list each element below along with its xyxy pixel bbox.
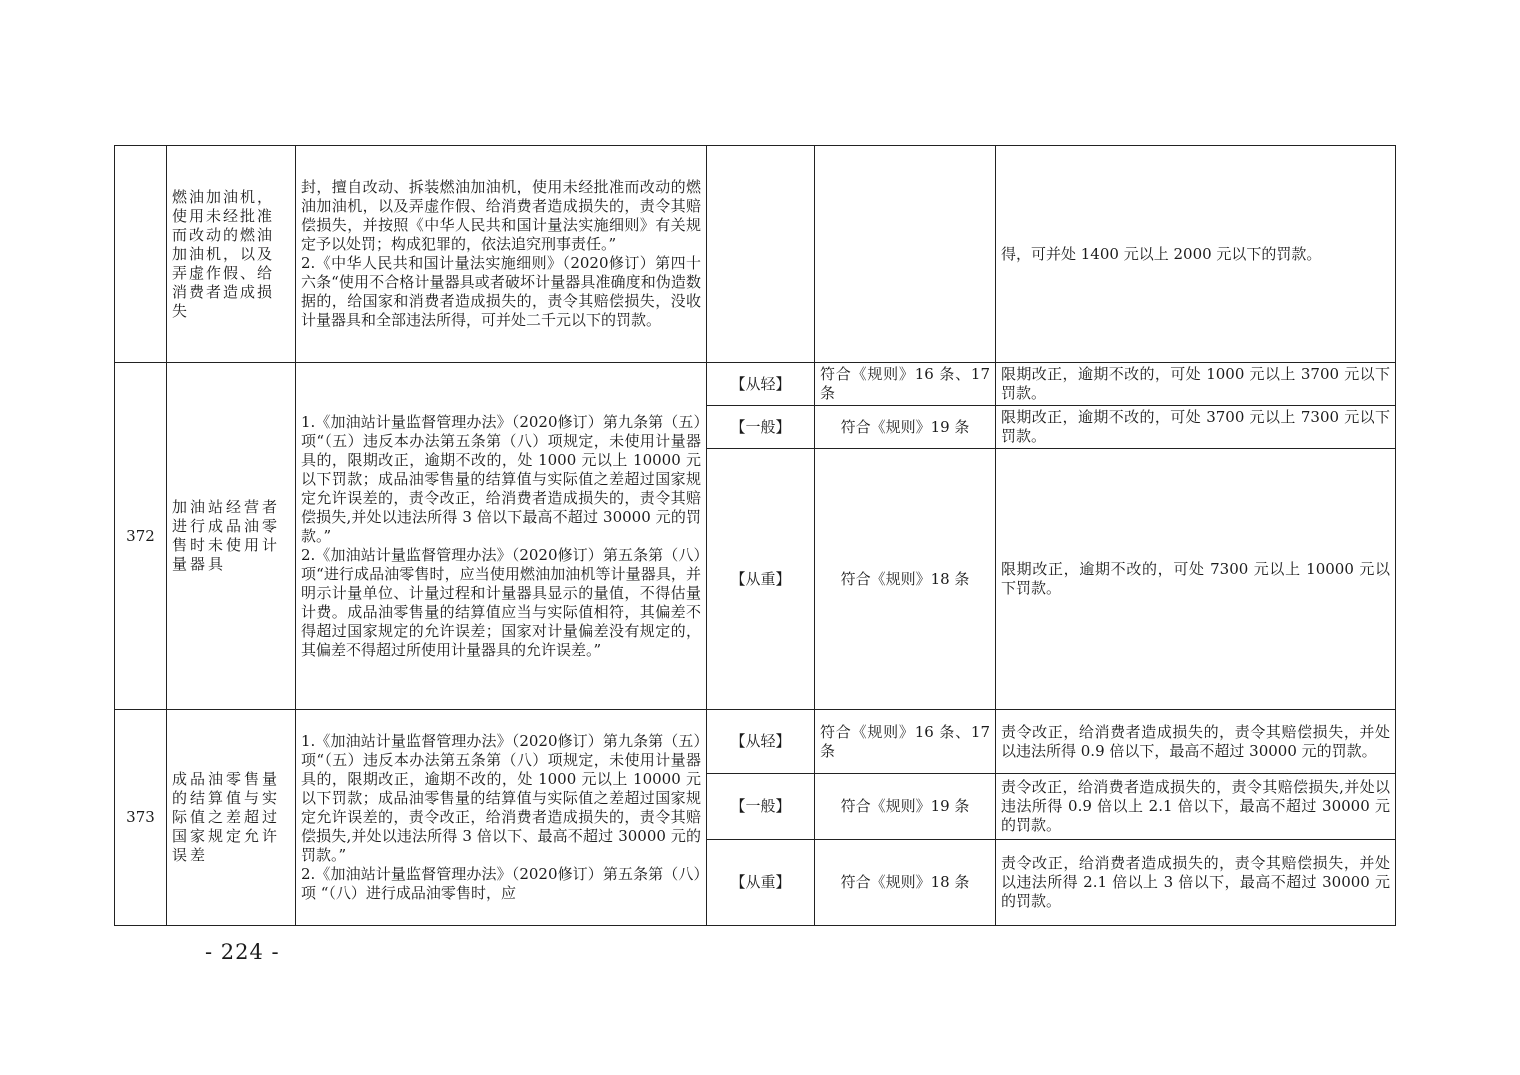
legal-basis-text: 封，擅自改动、拆装燃油加油机，使用未经批准而改动的燃油加油机，以及弄虚作假、给消费者造成损失的，责令其赔偿损失，并按照《中华人民共和国计量法实施细则》有关规定予以处罚；构成犯罪的，依法追究刑事责任。” 2.《中华人民共和国计量法实施细则》（2020修订）第四十六条“使用不合格计量器具或者破坏计量器具准确度和伪造数据的，给国家和消费者造成损失的，责令其赔偿损失，没收计量器具和全部违法所得，可并处二千元以下的罚款。 xyxy=(301,178,701,329)
discretion-level: 【从重】 xyxy=(707,449,815,710)
discretion-level: 【一般】 xyxy=(707,774,815,840)
applicable-rule: 符合《规则》18 条 xyxy=(815,840,996,926)
table-row xyxy=(115,710,1396,774)
legal-basis xyxy=(296,363,707,710)
penalty-standard: 限期改正，逾期不改的，可处 7300 元以上 10000 元以下罚款。 xyxy=(996,449,1396,710)
penalty-standard: 限期改正，逾期不改的，可处 3700 元以上 7300 元以下罚款。 xyxy=(996,406,1396,449)
penalty-standard: 责令改正，给消费者造成损失的，责令其赔偿损失，并处以违法所得 2.1 倍以上 3 倍以下，最高不超过 30000 元的罚款。 xyxy=(996,840,1396,926)
row-number xyxy=(115,146,167,363)
table-row xyxy=(115,146,1396,363)
discretion-level: 【从轻】 xyxy=(707,710,815,774)
applicable-rule: 符合《规则》16 条、17 条 xyxy=(815,710,996,774)
legal-basis xyxy=(296,146,707,363)
violation-item: 加油站经营者进行成品油零售时未使用计量器具 xyxy=(167,363,296,710)
applicable-rule: 符合《规则》16 条、17 条 xyxy=(815,363,996,406)
penalty-standard: 得，可并处 1400 元以上 2000 元以下的罚款。 xyxy=(996,146,1396,363)
penalty-standard: 责令改正，给消费者造成损失的，责令其赔偿损失,并处以违法所得 0.9 倍以上 2.1 倍以下，最高不超过 30000 元的罚款。 xyxy=(996,774,1396,840)
applicable-rule: 符合《规则》19 条 xyxy=(815,774,996,840)
legal-basis-text: 1.《加油站计量监督管理办法》（2020修订）第九条第（五）项“（五）违反本办法第五条第（八）项规定，未使用计量器具的，限期改正，逾期不改的，处 1000 元以上 10000 元以下罚款；成品油零售量的结算值与实际值之差超过国家规定允许误差的，责令改正，给消费者造成损失的，责令其赔偿损失,并处以违法所得 3 倍以下、最高不超过 30000 元的罚款。” 2.《加油站计量监督管理办法》（2020修订）第五条第（八）项 “（八）进行成品油零售时，应 xyxy=(301,732,701,902)
legal-basis-text: 1.《加油站计量监督管理办法》（2020修订）第九条第（五）项“（五）违反本办法第五条第（八）项规定，未使用计量器具的，限期改正，逾期不改的，处 1000 元以上 10000 元以下罚款；成品油零售量的结算值与实际值之差超过国家规定允许误差的，责令改正，给消费者造成损失的，责令其赔偿损失,并处以违法所得 3 倍以下最高不超过 30000 元的罚款。” 2.《加油站计量监督管理办法》（2020修订）第五条第（八）项“进行成品油零售时，应当使用燃油加油机等计量器具，并明示计量单位、计量过程和计量器具显示的量值，不得估量计费。成品油零售量的结算值应当与实际值相符，其偏差不得超过国家规定的允许误差；国家对计量偏差没有规定的，其偏差不得超过所使用计量器具的允许误差。” xyxy=(301,412,701,659)
violation-item: 燃油加油机，使用未经批准而改动的燃油加油机，以及弄虚作假、给消费者造成损失 xyxy=(167,146,296,363)
legal-basis xyxy=(296,710,707,926)
violation-item: 成品油零售量的结算值与实际值之差超过国家规定允许误差 xyxy=(167,710,296,926)
discretion-level: 【一般】 xyxy=(707,406,815,449)
penalty-standard: 责令改正，给消费者造成损失的，责令其赔偿损失，并处以违法所得 0.9 倍以下，最高不超过 30000 元的罚款。 xyxy=(996,710,1396,774)
applicable-rule: 符合《规则》19 条 xyxy=(815,406,996,449)
discretion-level: 【从轻】 xyxy=(707,363,815,406)
discretion-level: 【从重】 xyxy=(707,840,815,926)
table-row xyxy=(115,363,1396,406)
row-number: 373 xyxy=(115,710,167,926)
penalty-standard: 限期改正，逾期不改的，可处 1000 元以上 3700 元以下罚款。 xyxy=(996,363,1396,406)
applicable-rule xyxy=(815,146,996,363)
row-number: 372 xyxy=(115,363,167,710)
applicable-rule: 符合《规则》18 条 xyxy=(815,449,996,710)
page-number: - 224 - xyxy=(205,940,280,964)
discretion-level xyxy=(707,146,815,363)
penalty-rules-table xyxy=(114,145,1396,926)
